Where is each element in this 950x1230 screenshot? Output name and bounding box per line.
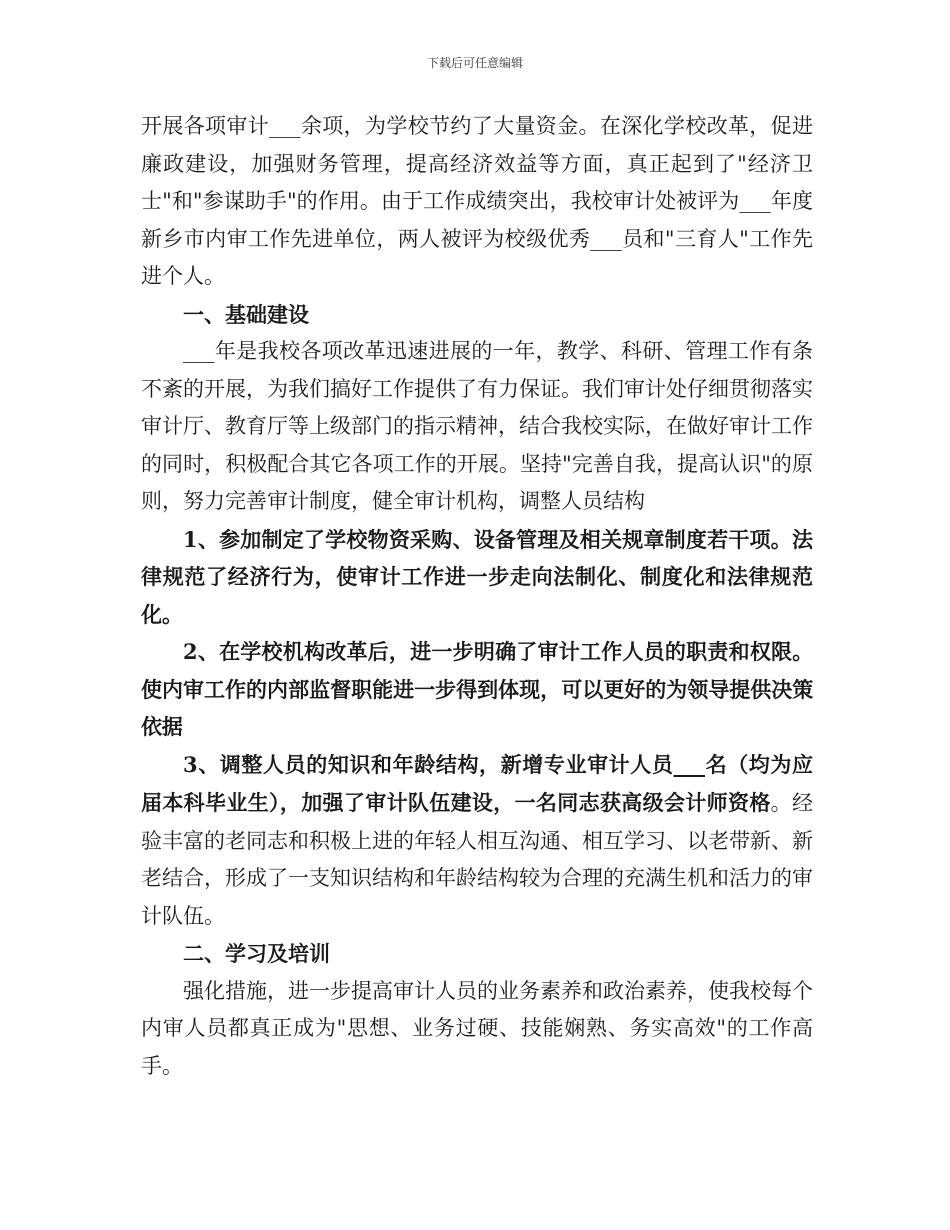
paragraph-item-3-rest: 。经验丰富的老同志和积极上进的年轻人相互沟通、相互学习、以老带新、新老结合，形成了一支知识结构和年龄结构较为合理的充满生机和活力的审计队伍。 [141, 791, 814, 928]
paragraph-basic-construction: ___年是我校各项改革迅速进展的一年，教学、科研、管理工作有条不紊的开展，为我们搞好工作提供了有力保证。我们审计处仔细贯彻落实审计厅、教育厅等上级部门的指示精神，结合我校实际，在做好审计工作的同时，积极配合其它各项工作的开展。坚持"完善自我，提高认识"的原则，努力完善审计制度，健全审计机构，调整人员结构 [141, 339, 813, 513]
paragraph-item-3-bold: 3、调整人员的知识和年龄结构，新增专业审计人员___名（均为应届本科毕业生），加强了审计队伍建设，一名同志获高级会计师资格 [141, 751, 813, 815]
paragraph-study-training: 强化措施，进一步提高审计人员的业务素养和政治素养，使我校每个内审人员都真正成为"思想、业务过硬、技能娴熟、务实高效"的工作高手。 [141, 978, 813, 1078]
section-heading-study-training: 二、学习及培训 [183, 941, 330, 966]
paragraph-item-1: 1、参加制定了学校物资采购、设备管理及相关规章制度若干项。法律规范了经济行为，使审计工作进一步走向法制化、制度化和法律规范化。 [141, 526, 813, 627]
paragraph-item-3 [141, 746, 813, 936]
paragraph-item-2: 2、在学校机构改革后，进一步明确了审计工作人员的职责和权限。使内审工作的内部监督职能进一步得到体现，可以更好的为领导提供决策依据 [141, 639, 813, 739]
paragraph-intro: 开展各项审计___余项，为学校节约了大量资金。在深化学校改革，促进廉政建设，加强财务管理，提高经济效益等方面，真正起到了"经济卫士"和"参谋助手"的作用。由于工作成绩突出，我校审计处被评为___年度新乡市内审工作先进单位，两人被评为校级优秀___员和"三育人"工作先进个人。 [141, 114, 813, 288]
section-heading-basic-construction: 一、基础建设 [183, 301, 309, 327]
page-header: 下载后可任意编辑 [426, 56, 523, 70]
document-body [141, 108, 813, 1085]
